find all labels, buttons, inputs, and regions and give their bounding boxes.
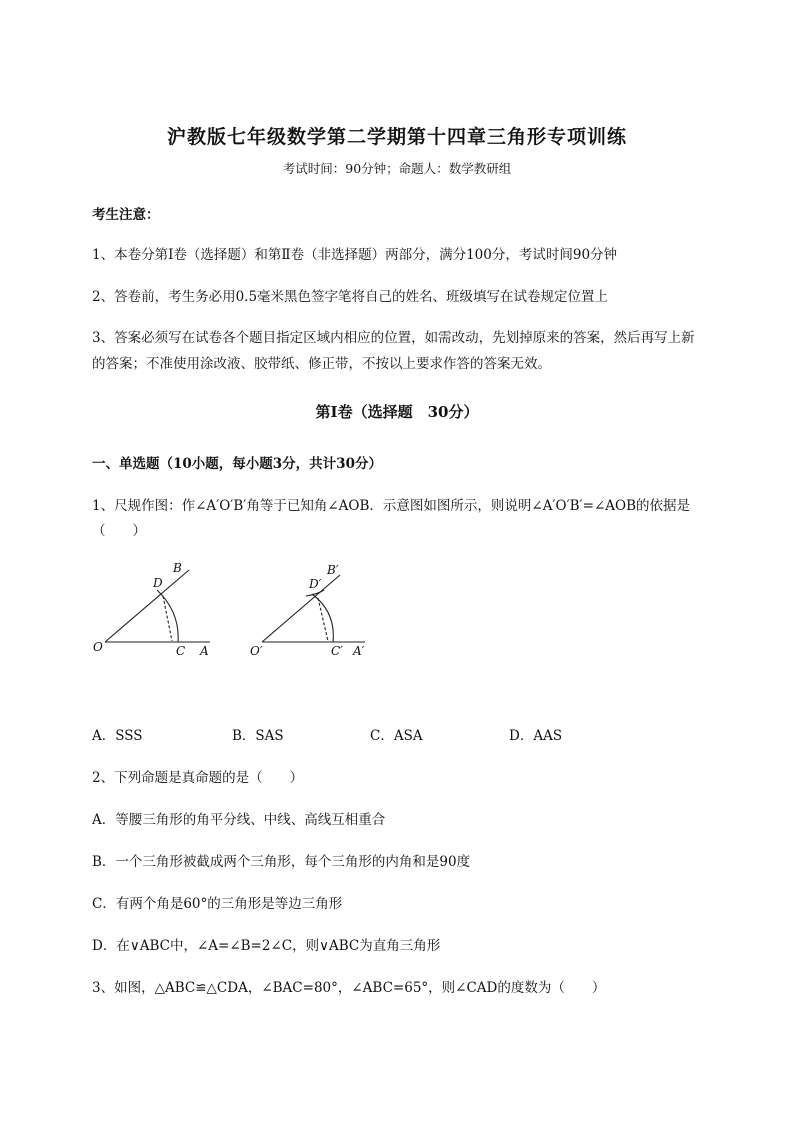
page-title: 沪教版七年级数学第二学期第十四章三角形专项训练 bbox=[166, 126, 627, 148]
question-1-blank: （ ） bbox=[92, 523, 146, 539]
question-1-option-c: C．ASA bbox=[370, 728, 423, 744]
label-c2: C′ bbox=[331, 644, 343, 658]
question-3-stem: 3、如图，△ABC≌△CDA，∠BAC=80°，∠ABC=65°，则∠CAD的度数为（ ） bbox=[92, 980, 606, 996]
question-2-option-a: A．等腰三角形的角平分线、中线、高线互相重合 bbox=[92, 812, 386, 828]
question-2-option-b: B．一个三角形被截成两个三角形，每个三角形的内角和是90度 bbox=[92, 854, 471, 870]
arc-cd bbox=[157, 590, 178, 642]
label-b2: B′ bbox=[327, 563, 339, 577]
question-1-option-b: B．SAS bbox=[232, 728, 284, 744]
part-heading: 一、单选题（10小题，每小题3分，共计30分） bbox=[92, 456, 382, 472]
notice-heading: 考生注意： bbox=[92, 207, 160, 223]
question-2-option-c: C．有两个角是60°的三角形是等边三角形 bbox=[92, 896, 343, 912]
label-a: A bbox=[200, 644, 209, 658]
question-1-stem: 1、尺规作图：作∠A′O′B′角等于已知角∠AOB．示意图如图所示，则说明∠A′O′B′=∠AOB的依据是 bbox=[92, 498, 690, 514]
notice-item-3: 3、答案必须写在试卷各个题目指定区域内相应的位置，如需改动，先划掉原来的答案，然后再写上新 bbox=[92, 330, 695, 346]
notice-item-1: 1、本卷分第Ⅰ卷（选择题）和第Ⅱ卷（非选择题）两部分，满分100分，考试时间90分钟 bbox=[92, 247, 618, 263]
notice-item-2: 2、答卷前，考生务必用0.5毫米黑色签字笔将自己的姓名、班级填写在试卷规定位置上 bbox=[92, 289, 609, 305]
label-c: C bbox=[176, 644, 186, 658]
label-d: D bbox=[153, 576, 163, 590]
label-b: B bbox=[173, 561, 182, 575]
exam-info: 考试时间：90分钟；命题人：数学教研组 bbox=[282, 161, 512, 176]
label-o: O bbox=[93, 640, 103, 654]
label-o2: O′ bbox=[250, 644, 263, 658]
question-1-option-a: A．SSS bbox=[92, 728, 143, 744]
ray-o2b2 bbox=[262, 575, 340, 642]
notice-item-3-cont: 的答案；不准使用涂改液、胶带纸、修正带，不按以上要求作答的答案无效。 bbox=[92, 356, 551, 372]
label-a2: A′ bbox=[353, 644, 365, 658]
label-d2: D′ bbox=[309, 577, 322, 591]
section-title: 第Ⅰ卷（选择题 30分） bbox=[315, 403, 479, 421]
question-1-option-d: D．AAS bbox=[509, 728, 563, 744]
question-2-stem: 2、下列命题是真命题的是（ ） bbox=[92, 770, 304, 786]
question-2-option-d: D．在∨ABC中，∠A=∠B=2∠C，则∨ABC为直角三角形 bbox=[92, 938, 441, 954]
ray-ob bbox=[105, 570, 189, 642]
